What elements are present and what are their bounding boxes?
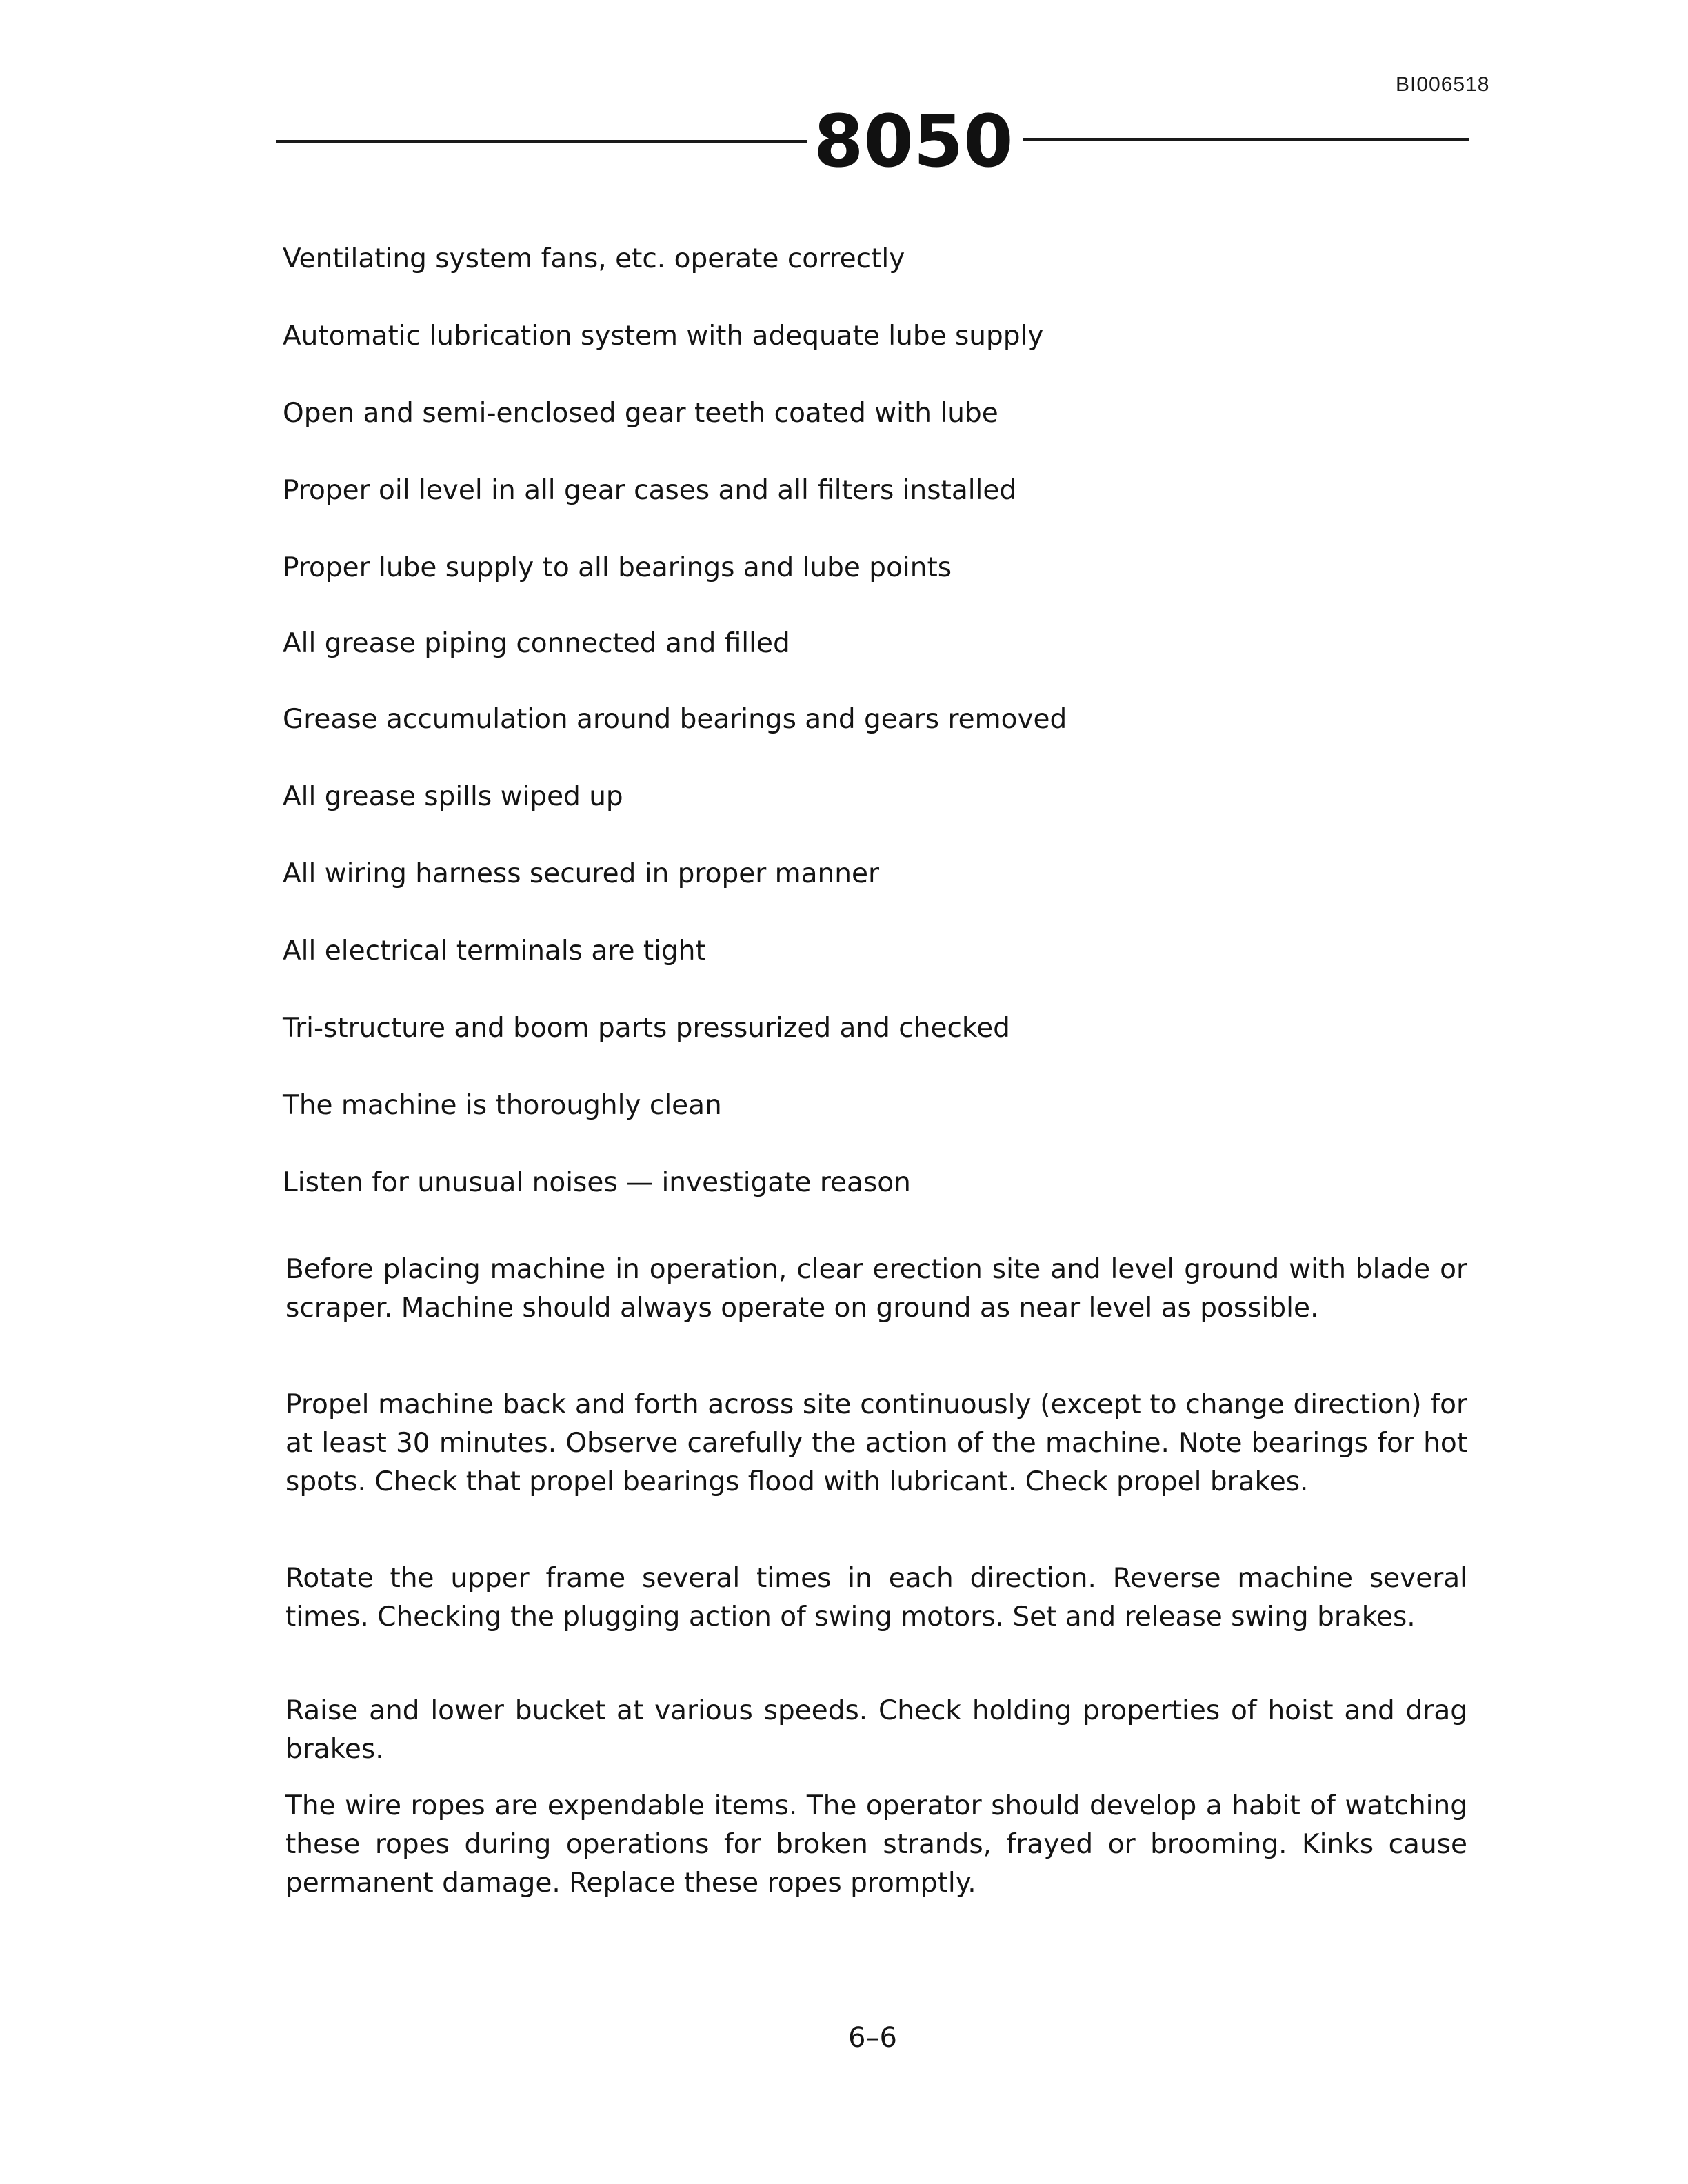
document-id: BI006518 bbox=[1396, 73, 1490, 96]
model-title: 8050 bbox=[814, 99, 1014, 183]
checklist-item: Automatic lubrication system with adequate lube supply bbox=[283, 321, 1044, 352]
checklist-item: All grease piping connected and filled bbox=[283, 628, 790, 659]
checklist-item: Proper lube supply to all bearings and lube points bbox=[283, 552, 952, 583]
checklist-item: Tri-structure and boom parts pressurized and checked bbox=[283, 1013, 1010, 1044]
checklist-item: Open and semi-enclosed gear teeth coated with lube bbox=[283, 398, 998, 429]
checklist-item: Listen for unusual noises — investigate reason bbox=[283, 1167, 911, 1198]
instruction-paragraph: The wire ropes are expendable items. The operator should develop a habit of watching these ropes during operations for broken strands, frayed or brooming. Kinks cause permanent damage. Replace these ropes promptly. bbox=[285, 1790, 1467, 1899]
header-rule-left bbox=[276, 140, 807, 143]
instruction-paragraph: Propel machine back and forth across site continuously (except to change direction) for at least 30 minutes. Observe carefully the action of the machine. Note bearings for hot spots. Check that propel bearings flood with lubricant. Check propel brakes. bbox=[285, 1389, 1467, 1497]
checklist-item: All electrical terminals are tight bbox=[283, 936, 706, 967]
instruction-paragraph: Rotate the upper frame several times in each direction. Reverse machine several times. Checking the plugging action of swing motors. Set and release swing brakes. bbox=[285, 1563, 1467, 1632]
checklist-item: Grease accumulation around bearings and gears removed bbox=[283, 704, 1067, 735]
instruction-paragraph: Raise and lower bucket at various speeds. Check holding properties of hoist and drag brakes. bbox=[285, 1695, 1467, 1765]
checklist-item: Proper oil level in all gear cases and all filters installed bbox=[283, 475, 1017, 506]
page-number: 6–6 bbox=[848, 2022, 897, 2054]
checklist-item: Ventilating system fans, etc. operate correctly bbox=[283, 243, 905, 274]
checklist-item: All wiring harness secured in proper manner bbox=[283, 858, 880, 889]
checklist-item: All grease spills wiped up bbox=[283, 781, 623, 812]
checklist-item: The machine is thoroughly clean bbox=[283, 1090, 722, 1121]
header-rule-right bbox=[1023, 138, 1469, 141]
instruction-paragraph: Before placing machine in operation, clear erection site and level ground with blade or scraper. Machine should always operate on ground as near level as possible. bbox=[285, 1254, 1467, 1324]
